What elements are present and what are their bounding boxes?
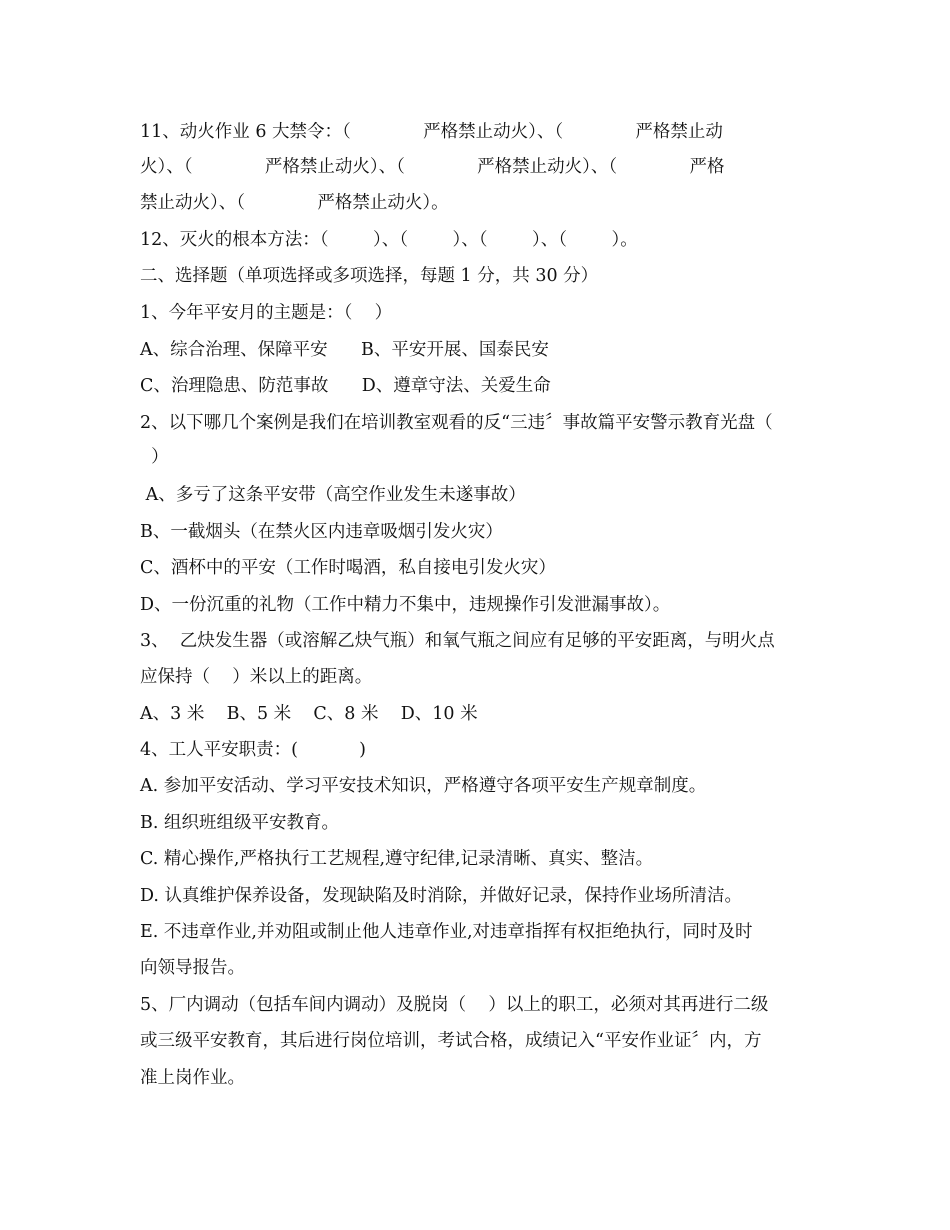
mc-q1-options-ab: A、综合治理、保障平安 B、平安开展、国泰民安 <box>140 340 549 360</box>
mc-q1-options-cd: C、治理隐患、防范事故 D、遵章守法、关爱生命 <box>140 376 551 396</box>
mc-q4-option-e-2: 向领导报告。 <box>140 958 245 978</box>
mc-q2-stem-1: 2、以下哪几个案例是我们在培训教室观看的反“三违〞事故篇平安警示教育光盘（ <box>140 413 773 433</box>
mc-q2-option-c: C、酒杯中的平安（工作时喝酒，私自接电引发火灾） <box>140 558 556 578</box>
section-heading: 二、选择题（单项选择或多项选择，每题 1 分，共 30 分） <box>140 266 599 286</box>
mc-q5-stem-1: 5、厂内调动（包括车间内调动）及脱岗（ ）以上的职工，必须对其再进行二级 <box>140 995 769 1015</box>
mc-q4-option-b: B. 组织班组级平安教育。 <box>140 813 339 833</box>
q11-line-1: 11、动火作业 6 大禁令：（ 严格禁止动火）、（ 严格禁止动 <box>140 122 723 142</box>
mc-q3-stem-1: 3、 乙炔发生器（或溶解乙炔气瓶）和氧气瓶之间应有足够的平安距离，与明火点 <box>140 631 775 651</box>
mc-q2-option-b: B、一截烟头（在禁火区内违章吸烟引发火灾） <box>140 522 503 542</box>
mc-q5-stem-3: 准上岗作业。 <box>140 1068 245 1088</box>
mc-q2-option-d: D、一份沉重的礼物（工作中精力不集中，违规操作引发泄漏事故）。 <box>140 595 671 615</box>
q11-line-2: 火）、（ 严格禁止动火）、（ 严格禁止动火）、（ 严格 <box>140 157 725 177</box>
q12-line: 12、灭火的根本方法：（ ）、（ ）、（ ）、（ ）。 <box>140 230 638 250</box>
mc-q4-stem: 4、工人平安职责：( ) <box>140 740 366 760</box>
mc-q2-stem-2: ） <box>140 447 169 467</box>
mc-q3-options: A、3 米 B、5 米 C、8 米 D、10 米 <box>140 704 478 724</box>
q11-line-3: 禁止动火）、（ 严格禁止动火）。 <box>140 193 449 213</box>
mc-q4-option-d: D. 认真维护保养设备，发现缺陷及时消除，并做好记录，保持作业场所清洁。 <box>140 886 743 906</box>
mc-q1-stem: 1、今年平安月的主题是：（ ） <box>140 303 393 323</box>
mc-q4-option-a: A. 参加平安活动、学习平安技术知识，严格遵守各项平安生产规章制度。 <box>140 776 707 796</box>
mc-q4-option-e-1: E. 不违章作业,并劝阻或制止他人违章作业,对违章指挥有权拒绝执行，同时及时 <box>140 922 753 942</box>
mc-q3-stem-2: 应保持（ ）米以上的距离。 <box>140 667 373 687</box>
mc-q5-stem-2: 或三级平安教育，其后进行岗位培训，考试合格，成绩记入“平安作业证〞内，方 <box>140 1031 762 1051</box>
mc-q2-option-a: A、多亏了这条平安带（高空作业发生未遂事故） <box>140 485 526 505</box>
mc-q4-option-c: C. 精心操作,严格执行工艺规程,遵守纪律,记录清晰、真实、整洁。 <box>140 849 654 869</box>
